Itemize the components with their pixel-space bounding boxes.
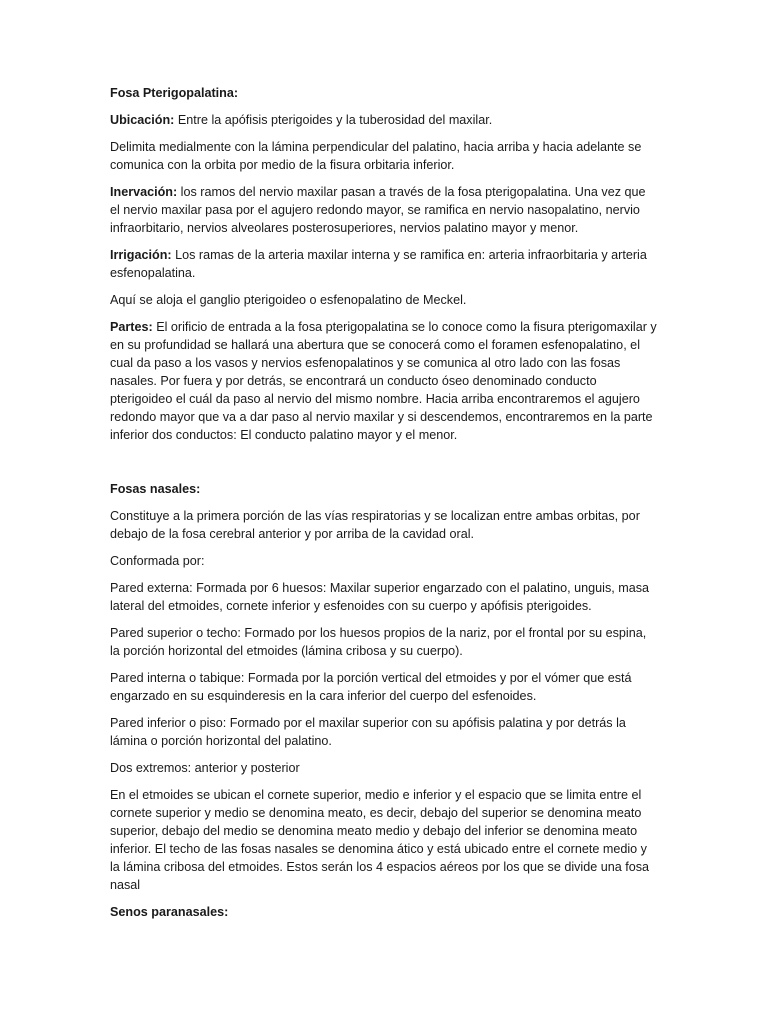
section-title-senos-paranasales: Senos paranasales:: [110, 905, 229, 919]
paragraph-ubicacion: [110, 111, 658, 129]
paragraph-pared-externa: Pared externa: Formada por 6 huesos: Maxilar superior engarzado con el palatino, unguis, masa lateral del etmoides, cornete inferior y esfenoides con su cuerpo y apófisis pterigoides.: [110, 581, 650, 613]
paragraph-pared-interna: Pared interna o tabique: Formada por la porción vertical del etmoides y por el vómer que está engarzado en su esquinderesis en la cara inferior del cuerpo del esfenoides.: [110, 671, 632, 703]
section-title-fosa-pterigopalatina: Fosa Pterigopalatina:: [110, 86, 239, 100]
text-irrigacion: Los ramas de la arteria maxilar interna y se ramifica en: arteria infraorbitaria y arteria esfenopalatina.: [110, 248, 647, 280]
paragraph-irrigacion: [110, 246, 658, 282]
section-spacer: [110, 453, 658, 480]
paragraph-ganglio: Aquí se aloja el ganglio pterigoideo o esfenopalatino de Meckel.: [110, 293, 467, 307]
label-ubicacion: Ubicación:: [110, 113, 175, 127]
text-partes: El orificio de entrada a la fosa pterigopalatina se lo conoce como la fisura pterigomaxilar y en su profundidad se hallará una abertura que se conocerá como el foramen esfenopalatino, el cual da paso a los vasos y nervios esfenopalatinos y se comunica al otro lado con las fosas nasales. Por fuera y por detrás, se encontrará un conducto óseo denominado conducto pterigoideo el cuál da paso al nervio del mismo nombre. Hacia arriba encontraremos el agujero redondo mayor que va a dar paso al nervio maxilar y si descendemos, encontraremos en la parte inferior dos conductos: El conducto palatino mayor y el menor.: [110, 320, 657, 442]
paragraph-dos-extremos: Dos extremos: anterior y posterior: [110, 761, 300, 775]
paragraph-etmoides: En el etmoides se ubican el cornete superior, medio e inferior y el espacio que se limita entre el cornete superior y medio se denomina meato, es decir, debajo del superior se denomina meato superior, debajo del medio se denomina meato medio y debajo del inferior se denomina meato inferior. El techo de las fosas nasales se denomina ático y está ubicado entre el cornete medio y la lámina cribosa del etmoides. Estos serán los 4 espacios aéreos por los que se divide una fosa nasal: [110, 788, 650, 892]
paragraph-delimita: Delimita medialmente con la lámina perpendicular del palatino, hacia arriba y hacia adelante se comunica con la orbita por medio de la fisura orbitaria inferior.: [110, 140, 642, 172]
label-inervacion: Inervación:: [110, 185, 178, 199]
paragraph-partes: [110, 318, 658, 444]
document-page: [110, 84, 658, 930]
section-title-fosas-nasales: Fosas nasales:: [110, 482, 201, 496]
paragraph-pared-inferior: Pared inferior o piso: Formado por el maxilar superior con su apófisis palatina y por detrás la lámina o porción horizontal del palatino.: [110, 716, 626, 748]
label-partes: Partes:: [110, 320, 153, 334]
paragraph-conformada: Conformada por:: [110, 554, 205, 568]
paragraph-inervacion: [110, 183, 658, 237]
label-irrigacion: Irrigación:: [110, 248, 172, 262]
paragraph-pared-superior: Pared superior o techo: Formado por los huesos propios de la nariz, por el frontal por su espina, la porción horizontal del etmoides (lámina cribosa y su cuerpo).: [110, 626, 647, 658]
text-inervacion: los ramos del nervio maxilar pasan a través de la fosa pterigopalatina. Una vez que el nervio maxilar pasa por el agujero redondo mayor, se ramifica en nervio nasopalatino, nervio infraorbitario, nervios alveolares posterosuperiores, nervios palatino mayor y menor.: [110, 185, 646, 235]
text-ubicacion: Entre la apófisis pterigoides y la tuberosidad del maxilar.: [174, 113, 493, 127]
paragraph-constituye: Constituye a la primera porción de las vías respiratorias y se localizan entre ambas orbitas, por debajo de la fosa cerebral anterior y por arriba de la cavidad oral.: [110, 509, 640, 541]
